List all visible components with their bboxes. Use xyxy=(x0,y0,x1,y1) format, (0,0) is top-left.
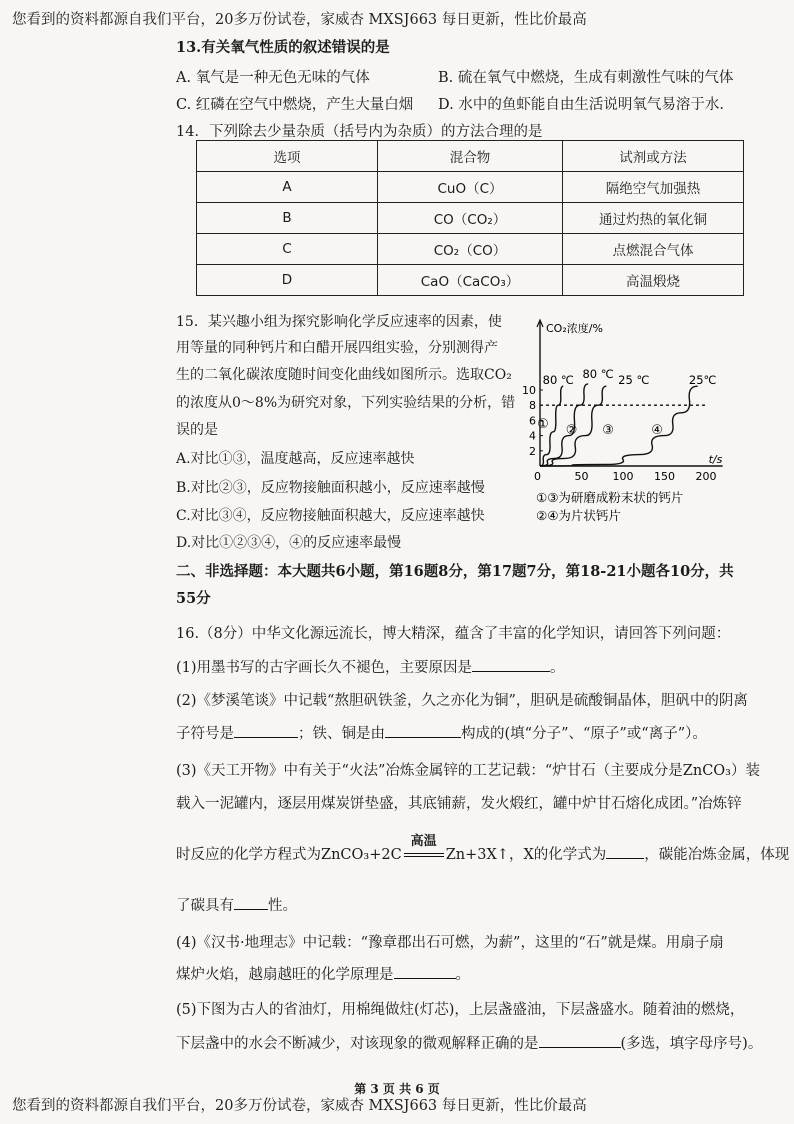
q16-part-2-line-2 xyxy=(176,722,707,743)
equation-rhs: Zn+3X↑，X的化学式为 xyxy=(445,847,607,863)
reaction-condition-label: 高温 xyxy=(410,834,437,849)
q15-option-d: D.对比①②③④，④的反应速率最慢 xyxy=(176,535,402,551)
q15-co2-chart xyxy=(518,318,744,530)
q16-part-3-line-1: (3)《天工开物》中有关于“火法”冶炼金属锌的工艺记载：“炉甘石（主要成分是ZnCO₃）装 xyxy=(176,763,760,779)
table-row xyxy=(197,265,744,296)
q15-option-a: A.对比①③，温度越高，反应速率越快 xyxy=(176,451,415,467)
q14-stem: 14．下列除去少量杂质（括号内为杂质）的方法合理的是 xyxy=(176,124,543,140)
q16-p5-text: 下层盏中的水会不断减少，对该现象的微观解释正确的是 xyxy=(176,1036,539,1052)
x-tick-label: 150 xyxy=(654,470,675,483)
q16-p2-text-c: 构成的(填“分子”、“原子”或“离子”）。 xyxy=(461,726,707,742)
answer-blank[interactable] xyxy=(385,723,461,739)
series-curve-4 xyxy=(540,386,698,466)
answer-blank[interactable] xyxy=(234,723,298,739)
q16-p3-text-d: 了碳具有 xyxy=(176,898,234,914)
table-cell: 通过灼热的氧化铜 xyxy=(563,203,744,234)
series-temperature-2: 80 ℃ xyxy=(582,366,614,381)
q13-option-c: C. 红磷在空气中燃烧，产生大量白烟 xyxy=(176,97,414,113)
series-temperature-3: 25 ℃ xyxy=(618,372,650,387)
table-cell: 隔绝空气加强热 xyxy=(563,172,744,203)
table-cell: 点燃混合气体 xyxy=(563,234,744,265)
q15-line-3: 生的二氧化碳浓度随时间变化曲线如图所示。选取CO₂ xyxy=(176,367,512,383)
q16-part-3-line-4 xyxy=(176,894,297,915)
y-tick-label: 8 xyxy=(529,399,536,413)
table-row xyxy=(197,203,744,234)
q16-p1-end: 。 xyxy=(550,660,565,676)
q15-line-4: 的浓度从0～8%为研究对象，下列实验结果的分析，错 xyxy=(176,395,516,411)
q16-part-3-line-3 xyxy=(176,834,790,864)
table-cell: CaO（CaCO₃） xyxy=(378,265,563,296)
x-axis-label: t/s xyxy=(708,453,723,466)
q15-option-c: C.对比③④，反应物接触面积越大，反应速率越快 xyxy=(176,508,485,524)
equation-lhs: 时反应的化学方程式为ZnCO₃+2C xyxy=(176,847,402,863)
q15-line-5: 误的是 xyxy=(176,422,218,438)
series-label-4: ④ xyxy=(651,423,663,439)
table-header: 选项 xyxy=(197,141,378,172)
table-cell: D xyxy=(197,265,378,296)
table-cell: A xyxy=(197,172,378,203)
table-header-row xyxy=(197,141,744,172)
q16-part-5-line-2 xyxy=(176,1032,762,1053)
watermark-bottom: 您看到的资料都源自我们平台，20多万份试卷，家威杏 MXSJ663 每日更新，性比价最高 xyxy=(12,1098,587,1114)
q16-p2-text-a: 子符号是 xyxy=(176,726,234,742)
y-axis-label: CO₂浓度/% xyxy=(546,322,603,335)
series-temperature-4: 25℃ xyxy=(688,372,717,387)
q16-p3-text: ，碳能冶炼金属，体现 xyxy=(644,847,790,863)
q16-part-4-line-1: (4)《汉书·地理志》中记载：“豫章郡出石可燃，为薪”，这里的“石”就是煤。用扇子扇 xyxy=(176,935,724,951)
origin-label: 0 xyxy=(534,470,541,483)
answer-blank[interactable] xyxy=(394,964,456,980)
q16-part-4-line-2 xyxy=(176,963,470,984)
q16-part-5-line-1: (5)下图为古人的省油灯，用棉绳做炷(灯芯)，上层盏盛油，下层盏盛水。随着油的燃烧， xyxy=(176,1002,745,1018)
series-label-1: ① xyxy=(537,417,549,432)
q16-p3-text-e: 性。 xyxy=(268,898,297,914)
q16-p1-text: (1)用墨书写的古字画长久不褪色，主要原因是 xyxy=(176,660,473,676)
q16-part-1 xyxy=(176,656,565,677)
table-header: 试剂或方法 xyxy=(563,141,744,172)
q16-intro: 16.（8分）中华文化源远流长，博大精深，蕴含了丰富的化学知识，请回答下列问题： xyxy=(176,626,731,642)
section-2-heading-line-2: 55分 xyxy=(176,590,211,607)
y-tick-label: 4 xyxy=(529,429,536,443)
table-row xyxy=(197,172,744,203)
answer-blank[interactable] xyxy=(234,895,268,911)
table-cell: 高温煅烧 xyxy=(563,265,744,296)
x-tick-label: 200 xyxy=(695,470,717,483)
q15-option-b: B.对比②③，反应物接触面积越小，反应速率越慢 xyxy=(176,480,485,496)
table-row xyxy=(197,234,744,265)
chart-note-2: ②④为片状钙片 xyxy=(536,508,621,523)
q16-part-3-line-2: 载入一泥罐内，逐层用煤炭饼垫盛，其底铺薪，发火煅红，罐中炉甘石熔化成团。”冶炼锌 xyxy=(176,796,742,812)
x-tick-label: 100 xyxy=(612,470,634,483)
answer-blank[interactable] xyxy=(606,844,644,860)
q15-line-2: 用等量的同种钙片和白醋开展四组实验，分别测得产 xyxy=(176,340,498,356)
table-header: 混合物 xyxy=(378,141,563,172)
q16-part-2-line-1: (2)《梦溪笔谈》中记载“熬胆矾铁釜，久之亦化为铜”，胆矾是硫酸铜晶体，胆矾中的阴离 xyxy=(176,693,748,709)
y-tick-label: 6 xyxy=(529,414,536,428)
x-tick-label: 50 xyxy=(574,470,589,483)
q16-p2-text-b: ；铁、铜是由 xyxy=(298,726,385,742)
q14-table xyxy=(196,140,744,296)
series-label-3: ③ xyxy=(602,423,614,439)
series-temperature-1: 80 ℃ xyxy=(542,372,574,387)
watermark-top: 您看到的资料都源自我们平台，20多万份试卷，家威杏 MXSJ663 每日更新，性比价最高 xyxy=(12,12,587,28)
reaction-condition xyxy=(402,834,446,863)
table-cell: C xyxy=(197,234,378,265)
q13-option-d: D. 水中的鱼虾能自由生活说明氧气易溶于水. xyxy=(438,97,724,113)
chart-note-1: ①③为研磨成粉末状的钙片 xyxy=(536,490,684,505)
q16-p4-text: 煤炉火焰，越扇越旺的化学原理是 xyxy=(176,967,394,983)
answer-blank[interactable] xyxy=(539,1033,621,1049)
q16-p5-end: (多选，填字母序号)。 xyxy=(620,1036,763,1052)
y-tick-label: 2 xyxy=(529,444,536,458)
page-footer: 第 3 页 共 6 页 xyxy=(354,1082,440,1096)
double-line-arrow xyxy=(404,853,444,857)
table-cell: CO（CO₂） xyxy=(378,203,563,234)
q13-stem: 13.有关氧气性质的叙述错误的是 xyxy=(176,39,390,56)
y-tick-label: 10 xyxy=(522,384,536,397)
q13-option-b: B. 硫在氧气中燃烧，生成有刺激性气味的气体 xyxy=(438,70,734,86)
table-cell: CO₂（CO） xyxy=(378,234,563,265)
series-label-2: ② xyxy=(565,423,578,439)
answer-blank[interactable] xyxy=(472,657,550,673)
section-2-heading-line-1: 二、非选择题：本大题共6小题，第16题8分，第17题7分，第18-21小题各10分，共 xyxy=(176,563,734,580)
q16-p4-end: 。 xyxy=(455,967,470,983)
q15-line-1: 15．某兴趣小组为探究影响化学反应速率的因素，使 xyxy=(176,314,502,330)
q13-option-a: A. 氧气是一种无色无味的气体 xyxy=(176,70,370,86)
table-cell: B xyxy=(197,203,378,234)
table-cell: CuO（C） xyxy=(378,172,563,203)
